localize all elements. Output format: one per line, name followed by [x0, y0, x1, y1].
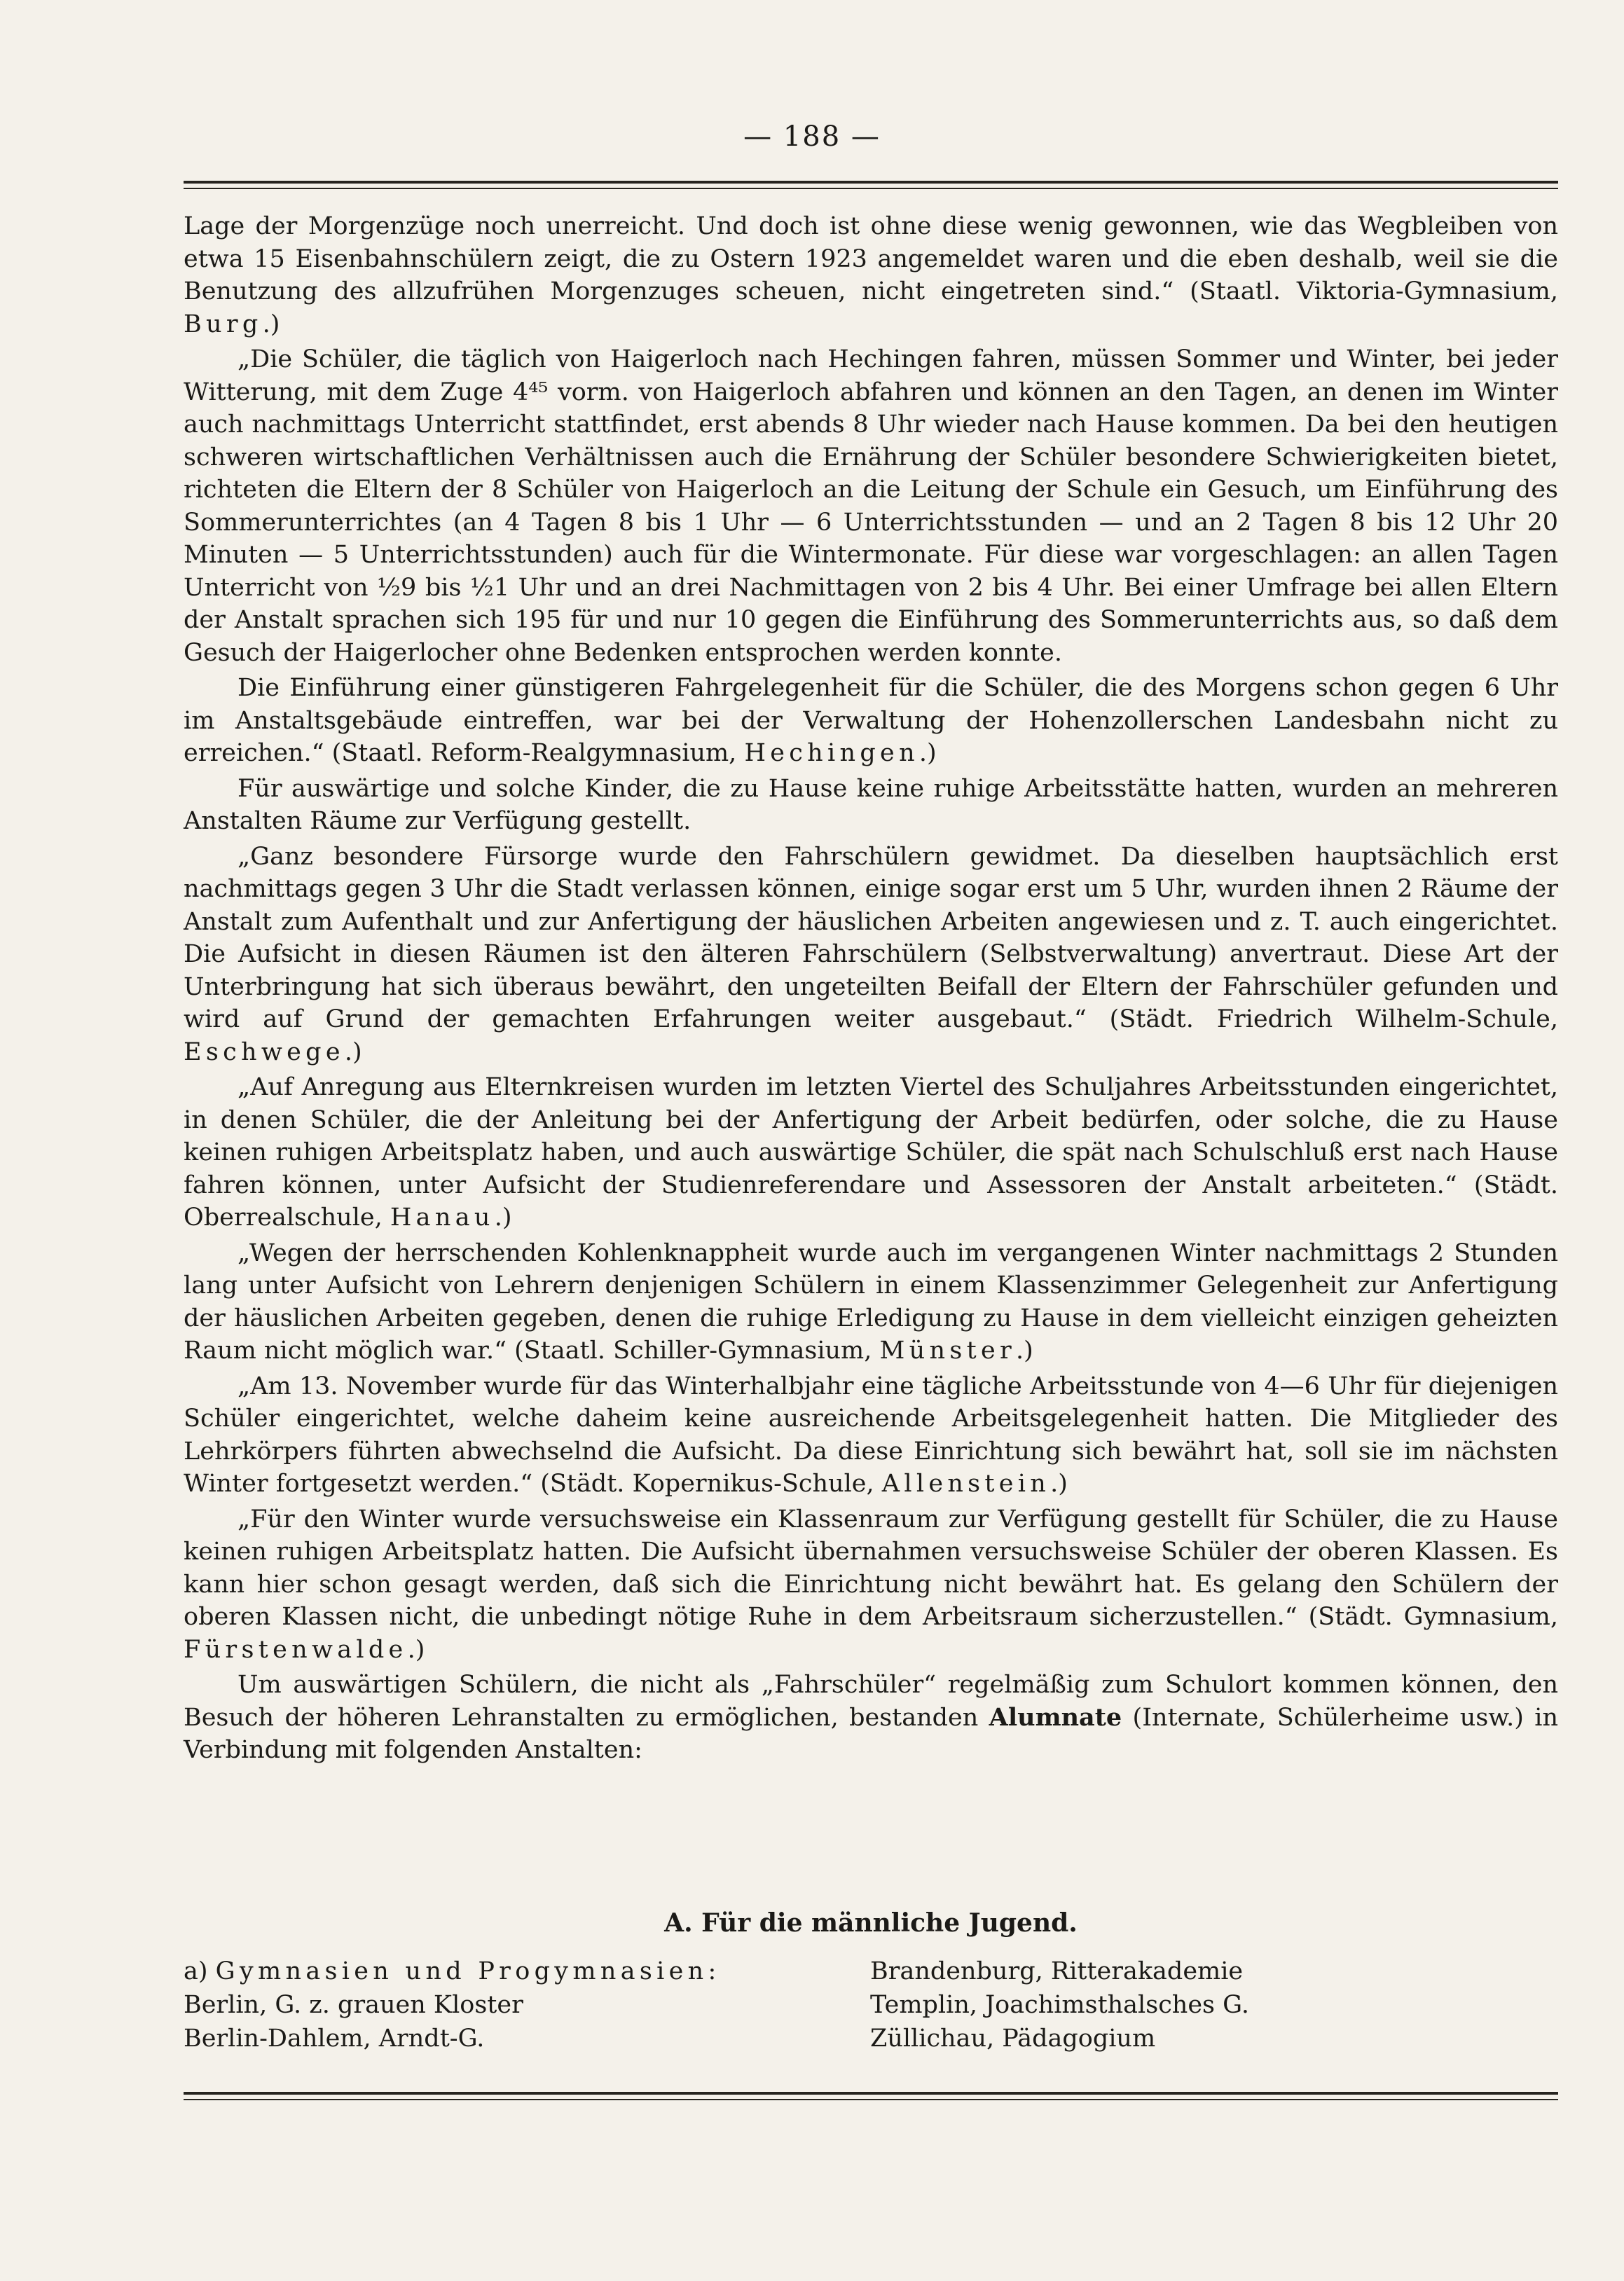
- list-item: Berlin, G. z. grauen Kloster: [184, 1991, 523, 2019]
- paragraph-5: „Ganz besondere Fürsorge wurde den Fahrschülern gewidmet. Da dieselben hauptsächlich erst nachmittags gegen 3 Uhr die Stadt verlassen können, einige sogar erst um 5 Uhr, wurden ihnen 2 Räume der Anstalt zum Aufenthalt und zur Anfertigung der häuslichen Arbeiten angewiesen und z. T. auch eingerichtet. Die Aufsicht in diesen Räumen ist den älteren Fahrschülern (Selbstverwaltung) anvertraut. Diese Art der Unterbringung hat sich überaus bewährt, den ungeteilten Beifall der Eltern der Fahrschüler gefunden und wird auf Grund der gemachten Erfahrungen weiter ausgebaut.“ (Städt. Friedrich Wilhelm-Schule, Eschwege.): [184, 842, 1558, 1066]
- paragraph-closing: Um auswärtigen Schülern, die nicht als „Fahrschüler“ regelmäßig zum Schulort kommen können, den Besuch der höheren Lehranstalten zu ermöglichen, bestanden Alumnate (Internate, Schülerheime usw.) in Verbindung mit folgenden Anstalten:: [184, 1671, 1558, 1764]
- paragraph-3: Die Einführung einer günstigeren Fahrgelegenheit für die Schüler, die des Morgens schon gegen 6 Uhr im Anstaltsgebäude eintreffen, war bei der Verwaltung der Hohenzollerschen Landesbahn nicht zu erreichen.“ (Staatl. Reform-Realgymnasium, Hechingen.): [184, 674, 1558, 767]
- list-item: Templin, Joachimsthalsches G.: [870, 1991, 1249, 2019]
- list-item: Berlin-Dahlem, Arndt-G.: [184, 2025, 485, 2053]
- alumnate-term: Alumnate: [989, 1702, 1122, 1732]
- header-rule-thick: [184, 181, 1558, 184]
- paragraph-8: „Am 13. November wurde für das Winterhalbjahr eine tägliche Arbeitsstunde von 4—6 Uhr für diejenigen Schüler eingerichtet, welche daheim keine ausreichende Arbeitsgelegenheit hatten. Die Mitglieder des Lehrkörpers führten abwechselnd die Aufsicht. Da diese Einrichtung sich bewährt hat, soll sie im nächsten Winter fortgesetzt werden.“ (Städt. Kopernikus-Schule, Allenstein.): [184, 1372, 1558, 1498]
- school-list-right: [870, 1955, 1501, 2055]
- section-title: A. Für die männliche Jugend.: [664, 1908, 1078, 1938]
- list-heading: a) Gymnasien und Progymnasien:: [184, 1957, 717, 1985]
- paragraph-1: Lage der Morgenzüge noch unerreicht. Und doch ist ohne diese wenig gewonnen, wie das Wegbleiben von etwa 15 Eisenbahnschülern zeigt, die zu Ostern 1923 angemeldet waren und die eben deshalb, weil sie die Benutzung des allzufrühen Morgenzuges scheuen, nicht eingetreten sind.“ (Staatl. Viktoria-Gymnasium, Burg.): [184, 212, 1558, 338]
- footer-rule-thin: [184, 2099, 1558, 2100]
- place-name: Hanau: [390, 1204, 495, 1232]
- paragraph-4: Für auswärtige und solche Kinder, die zu Hause keine ruhige Arbeitsstätte hatten, wurden an mehreren Anstalten Räume zur Verfügung gestellt.: [184, 774, 1558, 835]
- paragraph-2: „Die Schüler, die täglich von Haigerloch nach Hechingen fahren, müssen Sommer und Winter, bei jeder Witterung, mit dem Zuge 4⁴⁵ vorm. von Haigerloch abfahren und können an den Tagen, an denen im Winter auch nachmittags Unterricht stattfindet, erst abends 8 Uhr wieder nach Hause kommen. Da bei den heutigen schweren wirtschaftlichen Verhältnissen auch die Ernährung der Schüler besondere Schwierigkeiten bietet, richteten die Eltern der 8 Schüler von Haigerloch an die Leitung der Schule ein Gesuch, um Einführung des Sommerunterrichtes (an 4 Tagen 8 bis 1 Uhr — 6 Unterrichtsstunden — und an 2 Tagen 8 bis 12 Uhr 20 Minuten — 5 Unterrichtsstunden) auch für die Wintermonate. Für diese war vorgeschlagen: an allen Tagen Unterricht von ½9 bis ½1 Uhr und an drei Nachmittagen von 2 bis 4 Uhr. Bei einer Umfrage bei allen Eltern der Anstalt sprachen sich 195 für und nur 10 gegen die Einführung des Sommerunterrichts aus, so daß dem Gesuch der Haigerlocher ohne Bedenken entsprochen werden konnte.: [184, 345, 1558, 667]
- place-name: Eschwege: [184, 1038, 345, 1066]
- paragraph-9: „Für den Winter wurde versuchsweise ein Klassenraum zur Verfügung gestellt für Schüler, die zu Hause keinen ruhigen Arbeitsplatz hatten. Die Aufsicht übernahmen versuchsweise Schüler der oberen Klassen. Es kann hier schon gesagt werden, daß sich die Einrichtung nicht bewährt hat. Es gelang den Schülern der oberen Klassen nicht, die unbedingt nötige Ruhe in dem Arbeitsraum sicherzustellen.“ (Städt. Gymnasium, Fürstenwalde.): [184, 1505, 1558, 1664]
- place-name: Allenstein: [881, 1470, 1051, 1498]
- paragraph-7: „Wegen der herrschenden Kohlenknappheit wurde auch im vergangenen Winter nachmittags 2 Stunden lang unter Aufsicht von Lehrern denjenigen Schülern in einem Klassenzimmer Gelegenheit zur Anfertigung der häuslichen Arbeiten gegeben, denen die ruhige Erledigung zu Hause in dem vielleicht einzigen geheizten Raum nicht möglich war.“ (Staatl. Schiller-Gymnasium, Münster.): [184, 1239, 1558, 1365]
- list-item: Brandenburg, Ritterakademie: [870, 1957, 1244, 1985]
- school-list-left: [184, 1955, 814, 2055]
- list-item: Züllichau, Pädagogium: [870, 2025, 1156, 2053]
- page-number: — 188 —: [743, 120, 881, 153]
- place-name: Burg: [184, 310, 263, 338]
- header-rule-thin: [184, 188, 1558, 189]
- place-name: Münster: [879, 1337, 1017, 1365]
- body-text: [184, 210, 1558, 1770]
- place-name: Fürstenwalde: [184, 1635, 408, 1664]
- footer-rule-thick: [184, 2092, 1558, 2095]
- paragraph-6: „Auf Anregung aus Elternkreisen wurden im letzten Viertel des Schuljahres Arbeitsstunden eingerichtet, in denen Schüler, die der Anleitung bei der Anfertigung der Arbeit bedürfen, oder solche, die zu Hause keinen ruhigen Arbeitsplatz haben, und auch auswärtige Schüler, die spät nach Schulschluß erst nach Hause fahren können, unter Aufsicht der Studienreferendare und Assessoren der Anstalt arbeiteten.“ (Städt. Oberrealschule, Hanau.): [184, 1073, 1558, 1232]
- place-name: Hechingen: [744, 739, 919, 767]
